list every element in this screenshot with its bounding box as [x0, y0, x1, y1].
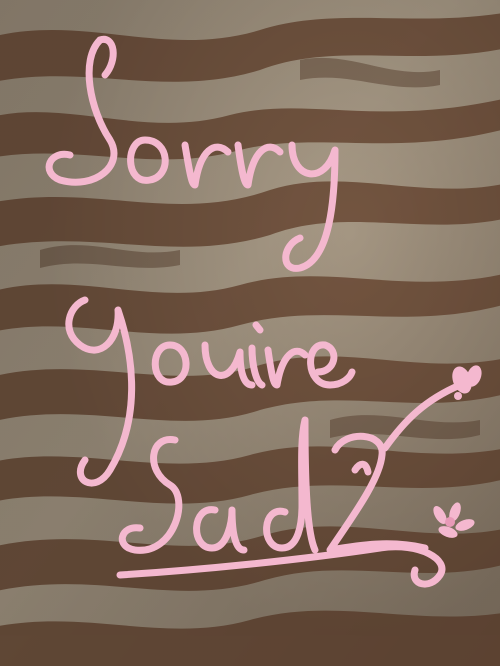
word-sad — [122, 420, 425, 550]
word-sorry — [49, 39, 335, 268]
daisy-icon — [431, 501, 476, 540]
swash-underline — [120, 547, 442, 584]
flower-stem — [385, 385, 460, 448]
word-youre — [69, 300, 352, 483]
flower-icon — [449, 363, 485, 400]
